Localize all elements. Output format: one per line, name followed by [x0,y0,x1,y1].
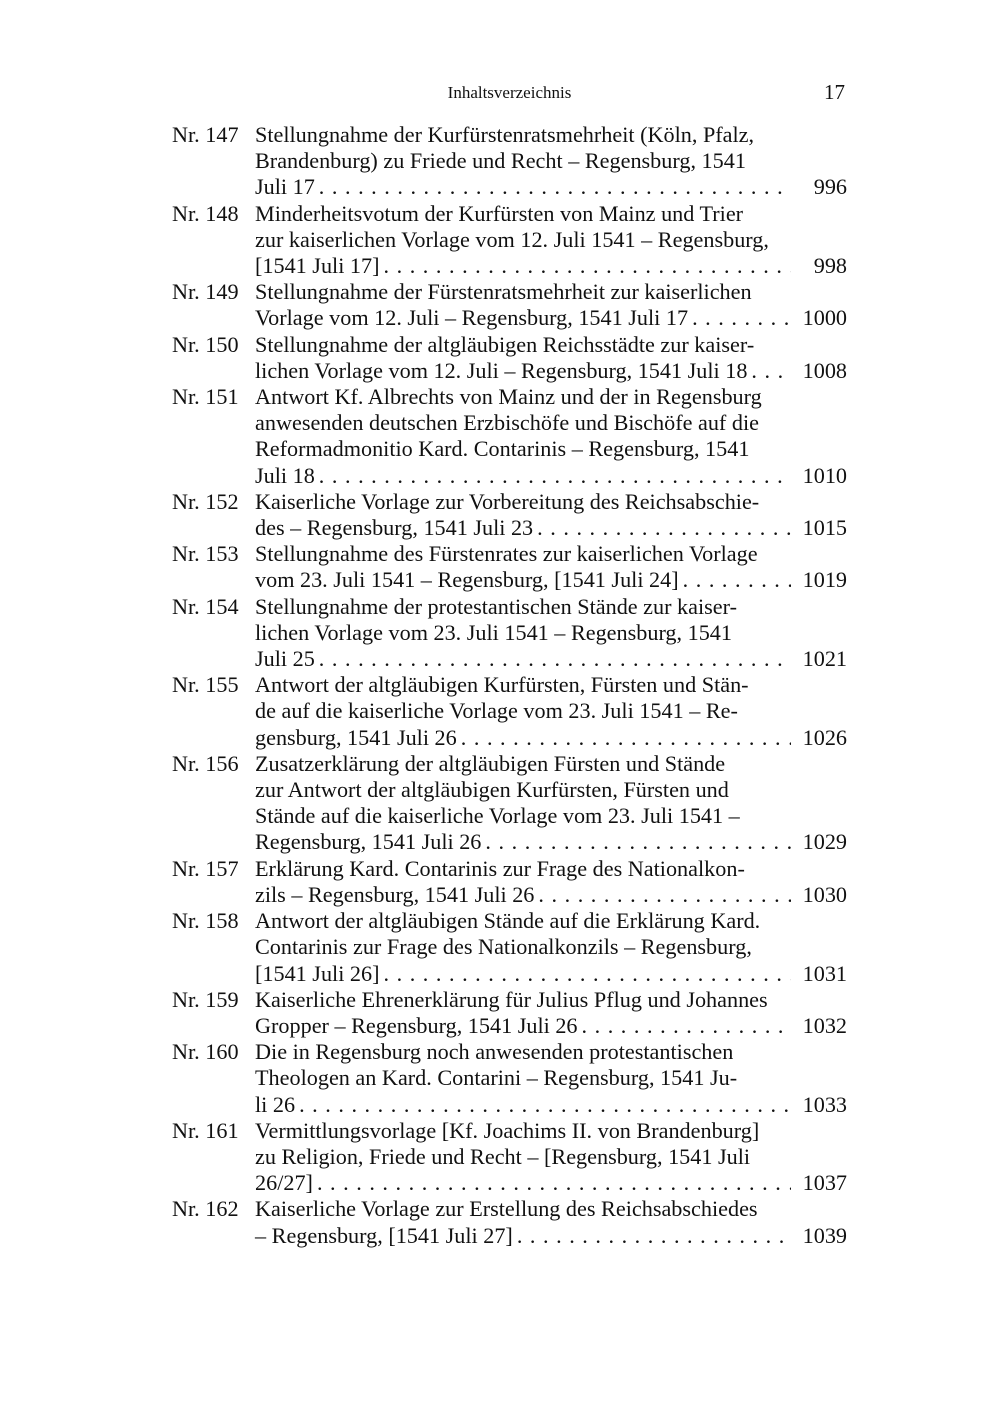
toc-entry [172,1039,847,1118]
page-number: 17 [824,80,845,104]
entry-title-line: Regensburg, 1541 Juli 26 [255,829,482,855]
dot-leader [317,1170,791,1196]
entry-title-line: 26/27] [255,1170,313,1196]
entry-title [255,279,791,331]
entry-title [255,594,791,673]
entry-number: Nr. 161 [172,1117,239,1143]
toc-entry [172,332,847,384]
entry-last-line [255,961,791,987]
entry-title-line: Vermittlungsvorlage [Kf. Joachims II. von Brandenburg] [255,1117,760,1143]
entry-title [255,672,791,751]
entry-title-line: des – Regensburg, 1541 Juli 23 [255,515,534,541]
entry-title-line: Gropper – Regensburg, 1541 Juli 26 [255,1012,578,1038]
entry-title [255,201,791,280]
entry-last-line [255,1170,791,1196]
dot-leader [751,358,791,384]
entry-title-line: zu Religion, Friede und Recht – [Regensburg, 1541 Juli [255,1143,751,1169]
entry-title-line: anwesenden deutschen Erzbischöfe und Bischöfe auf die [255,410,759,436]
entry-page-number: 1021 [802,646,847,672]
entry-title-line: Juli 25 [255,646,315,672]
entry-title-line: Stellungnahme der altgläubigen Reichsstädte zur kaiser- [255,331,755,357]
entry-last-line [255,305,791,331]
entry-title-line: Minderheitsvotum der Kurfürsten von Mainz und Trier [255,200,744,226]
running-title: Inhaltsverzeichnis [447,83,572,102]
entry-title-line: Erklärung Kard. Contarinis zur Frage des Nationalkon- [255,855,745,881]
entry-title [255,541,791,593]
dot-leader [683,567,791,593]
entry-title-line: Zusatzerklärung der altgläubigen Fürsten und Stände [255,750,726,776]
entry-title [255,332,791,384]
entry-title [255,1039,791,1118]
entry-number: Nr. 149 [172,279,239,305]
entry-page-number: 996 [813,174,847,200]
entry-number: Nr. 150 [172,331,239,357]
dot-leader [582,1013,791,1039]
entry-title [255,856,791,908]
dot-leader [517,1223,791,1249]
entry-title-line: Reformadmonitio Kard. Contarinis – Regensburg, 1541 [255,436,750,462]
entry-number: Nr. 160 [172,1039,239,1065]
entry-title-line: Kaiserliche Ehrenerklärung für Julius Pflug und Johannes [255,986,768,1012]
entry-last-line [255,253,791,279]
dot-leader [538,882,791,908]
entry-page-number: 1026 [802,724,847,750]
dot-leader [319,174,791,200]
entry-number: Nr. 155 [172,672,239,698]
dot-leader [299,1092,791,1118]
table-of-contents [172,122,847,1249]
entry-title [255,489,791,541]
entry-title-line: Die in Regensburg noch anwesenden protestantischen [255,1039,734,1065]
entry-last-line [255,1092,791,1118]
entry-title-line: [1541 Juli 17] [255,253,380,279]
toc-entry [172,672,847,751]
entry-title-line: Kaiserliche Vorlage zur Erstellung des Reichsabschiedes [255,1196,758,1222]
dot-leader [319,463,791,489]
toc-entry [172,279,847,331]
entry-number: Nr. 152 [172,488,239,514]
entry-title-line: – Regensburg, [1541 Juli 27] [255,1222,513,1248]
toc-entry [172,594,847,673]
toc-entry [172,1118,847,1197]
entry-last-line [255,646,791,672]
entry-title [255,1118,791,1197]
entry-last-line [255,1223,791,1249]
entry-last-line [255,515,791,541]
dot-leader [461,725,791,751]
entry-title-line: Brandenburg) zu Friede und Recht – Regensburg, 1541 [255,148,746,174]
entry-title-line: lichen Vorlage vom 23. Juli 1541 – Regensburg, 1541 [255,619,732,645]
entry-page-number: 1033 [802,1091,847,1117]
entry-page-number: 1019 [802,567,847,593]
entry-title-line: lichen Vorlage vom 12. Juli – Regensburg, 1541 Juli 18 [255,357,748,383]
entry-page-number: 1030 [802,881,847,907]
entry-title-line: Stellungnahme der protestantischen Stände zur kaiser- [255,593,737,619]
entry-title [255,122,791,201]
entry-title-line: [1541 Juli 26] [255,960,380,986]
entry-title-line: Stellungnahme des Fürstenrates zur kaiserlichen Vorlage [255,541,758,567]
entry-title [255,1196,791,1248]
entry-title-line: li 26 [255,1091,296,1117]
entry-number: Nr. 158 [172,908,239,934]
entry-title-line: vom 23. Juli 1541 – Regensburg, [1541 Juli 24] [255,567,679,593]
dot-leader [384,961,792,987]
toc-entry [172,751,847,856]
entry-page-number: 1008 [802,357,847,383]
entry-page-number: 1029 [802,829,847,855]
entry-number: Nr. 162 [172,1196,239,1222]
entry-title-line: Theologen an Kard. Contarini – Regensburg, 1541 Ju- [255,1065,738,1091]
entry-number: Nr. 159 [172,986,239,1012]
entry-number: Nr. 157 [172,855,239,881]
toc-entry [172,856,847,908]
entry-title-line: zur kaiserlichen Vorlage vom 12. Juli 1541 – Regensburg, [255,226,769,252]
entry-title-line: Antwort der altgläubigen Kurfürsten, Fürsten und Stän- [255,672,749,698]
dot-leader [692,305,791,331]
entry-last-line [255,1013,791,1039]
dot-leader [319,646,791,672]
entry-title-line: Antwort Kf. Albrechts von Mainz und der in Regensburg [255,384,762,410]
entry-title [255,384,791,489]
entry-title-line: Juli 17 [255,174,315,200]
entry-page-number: 1000 [802,305,847,331]
entry-title-line: Antwort der altgläubigen Stände auf die Erklärung Kard. [255,908,761,934]
entry-title-line: zils – Regensburg, 1541 Juli 26 [255,881,535,907]
toc-entry [172,541,847,593]
dot-leader [384,253,792,279]
entry-page-number: 1037 [802,1170,847,1196]
toc-entry [172,987,847,1039]
dot-leader [485,829,791,855]
page-header [172,80,847,110]
entry-title [255,751,791,856]
entry-last-line [255,725,791,751]
entry-last-line [255,829,791,855]
entry-title-line: Vorlage vom 12. Juli – Regensburg, 1541 Juli 17 [255,305,689,331]
entry-last-line [255,174,791,200]
entry-page-number: 998 [813,253,847,279]
entry-title-line: de auf die kaiserliche Vorlage vom 23. Juli 1541 – Re- [255,698,738,724]
entry-page-number: 1010 [802,462,847,488]
entry-title-line: Stellungnahme der Kurfürstenratsmehrheit (Köln, Pfalz, [255,122,755,147]
entry-number: Nr. 154 [172,593,239,619]
entry-last-line [255,358,791,384]
entry-last-line [255,463,791,489]
toc-entry [172,122,847,201]
entry-title-line: gensburg, 1541 Juli 26 [255,724,457,750]
dot-leader [537,515,791,541]
entry-number: Nr. 151 [172,384,239,410]
entry-title-line: Contarinis zur Frage des Nationalkonzils – Regensburg, [255,934,752,960]
toc-entry [172,201,847,280]
entry-title [255,987,791,1039]
entry-number: Nr. 153 [172,541,239,567]
entry-number: Nr. 147 [172,122,239,147]
entry-title-line: Kaiserliche Vorlage zur Vorbereitung des Reichsabschie- [255,488,760,514]
entry-number: Nr. 148 [172,200,239,226]
entry-last-line [255,882,791,908]
toc-entry [172,908,847,987]
entry-last-line [255,567,791,593]
entry-number: Nr. 156 [172,750,239,776]
entry-title-line: zur Antwort der altgläubigen Kurfürsten, Fürsten und [255,777,729,803]
entry-page-number: 1039 [802,1222,847,1248]
toc-entry [172,1196,847,1248]
entry-title-line: Stellungnahme der Fürstenratsmehrheit zur kaiserlichen [255,279,752,305]
entry-page-number: 1032 [802,1012,847,1038]
entry-page-number: 1031 [802,960,847,986]
entry-page-number: 1015 [802,515,847,541]
entry-title-line: Juli 18 [255,462,315,488]
toc-entry [172,489,847,541]
toc-entry [172,384,847,489]
entry-title [255,908,791,987]
entry-title-line: Stände auf die kaiserliche Vorlage vom 23. Juli 1541 – [255,803,740,829]
